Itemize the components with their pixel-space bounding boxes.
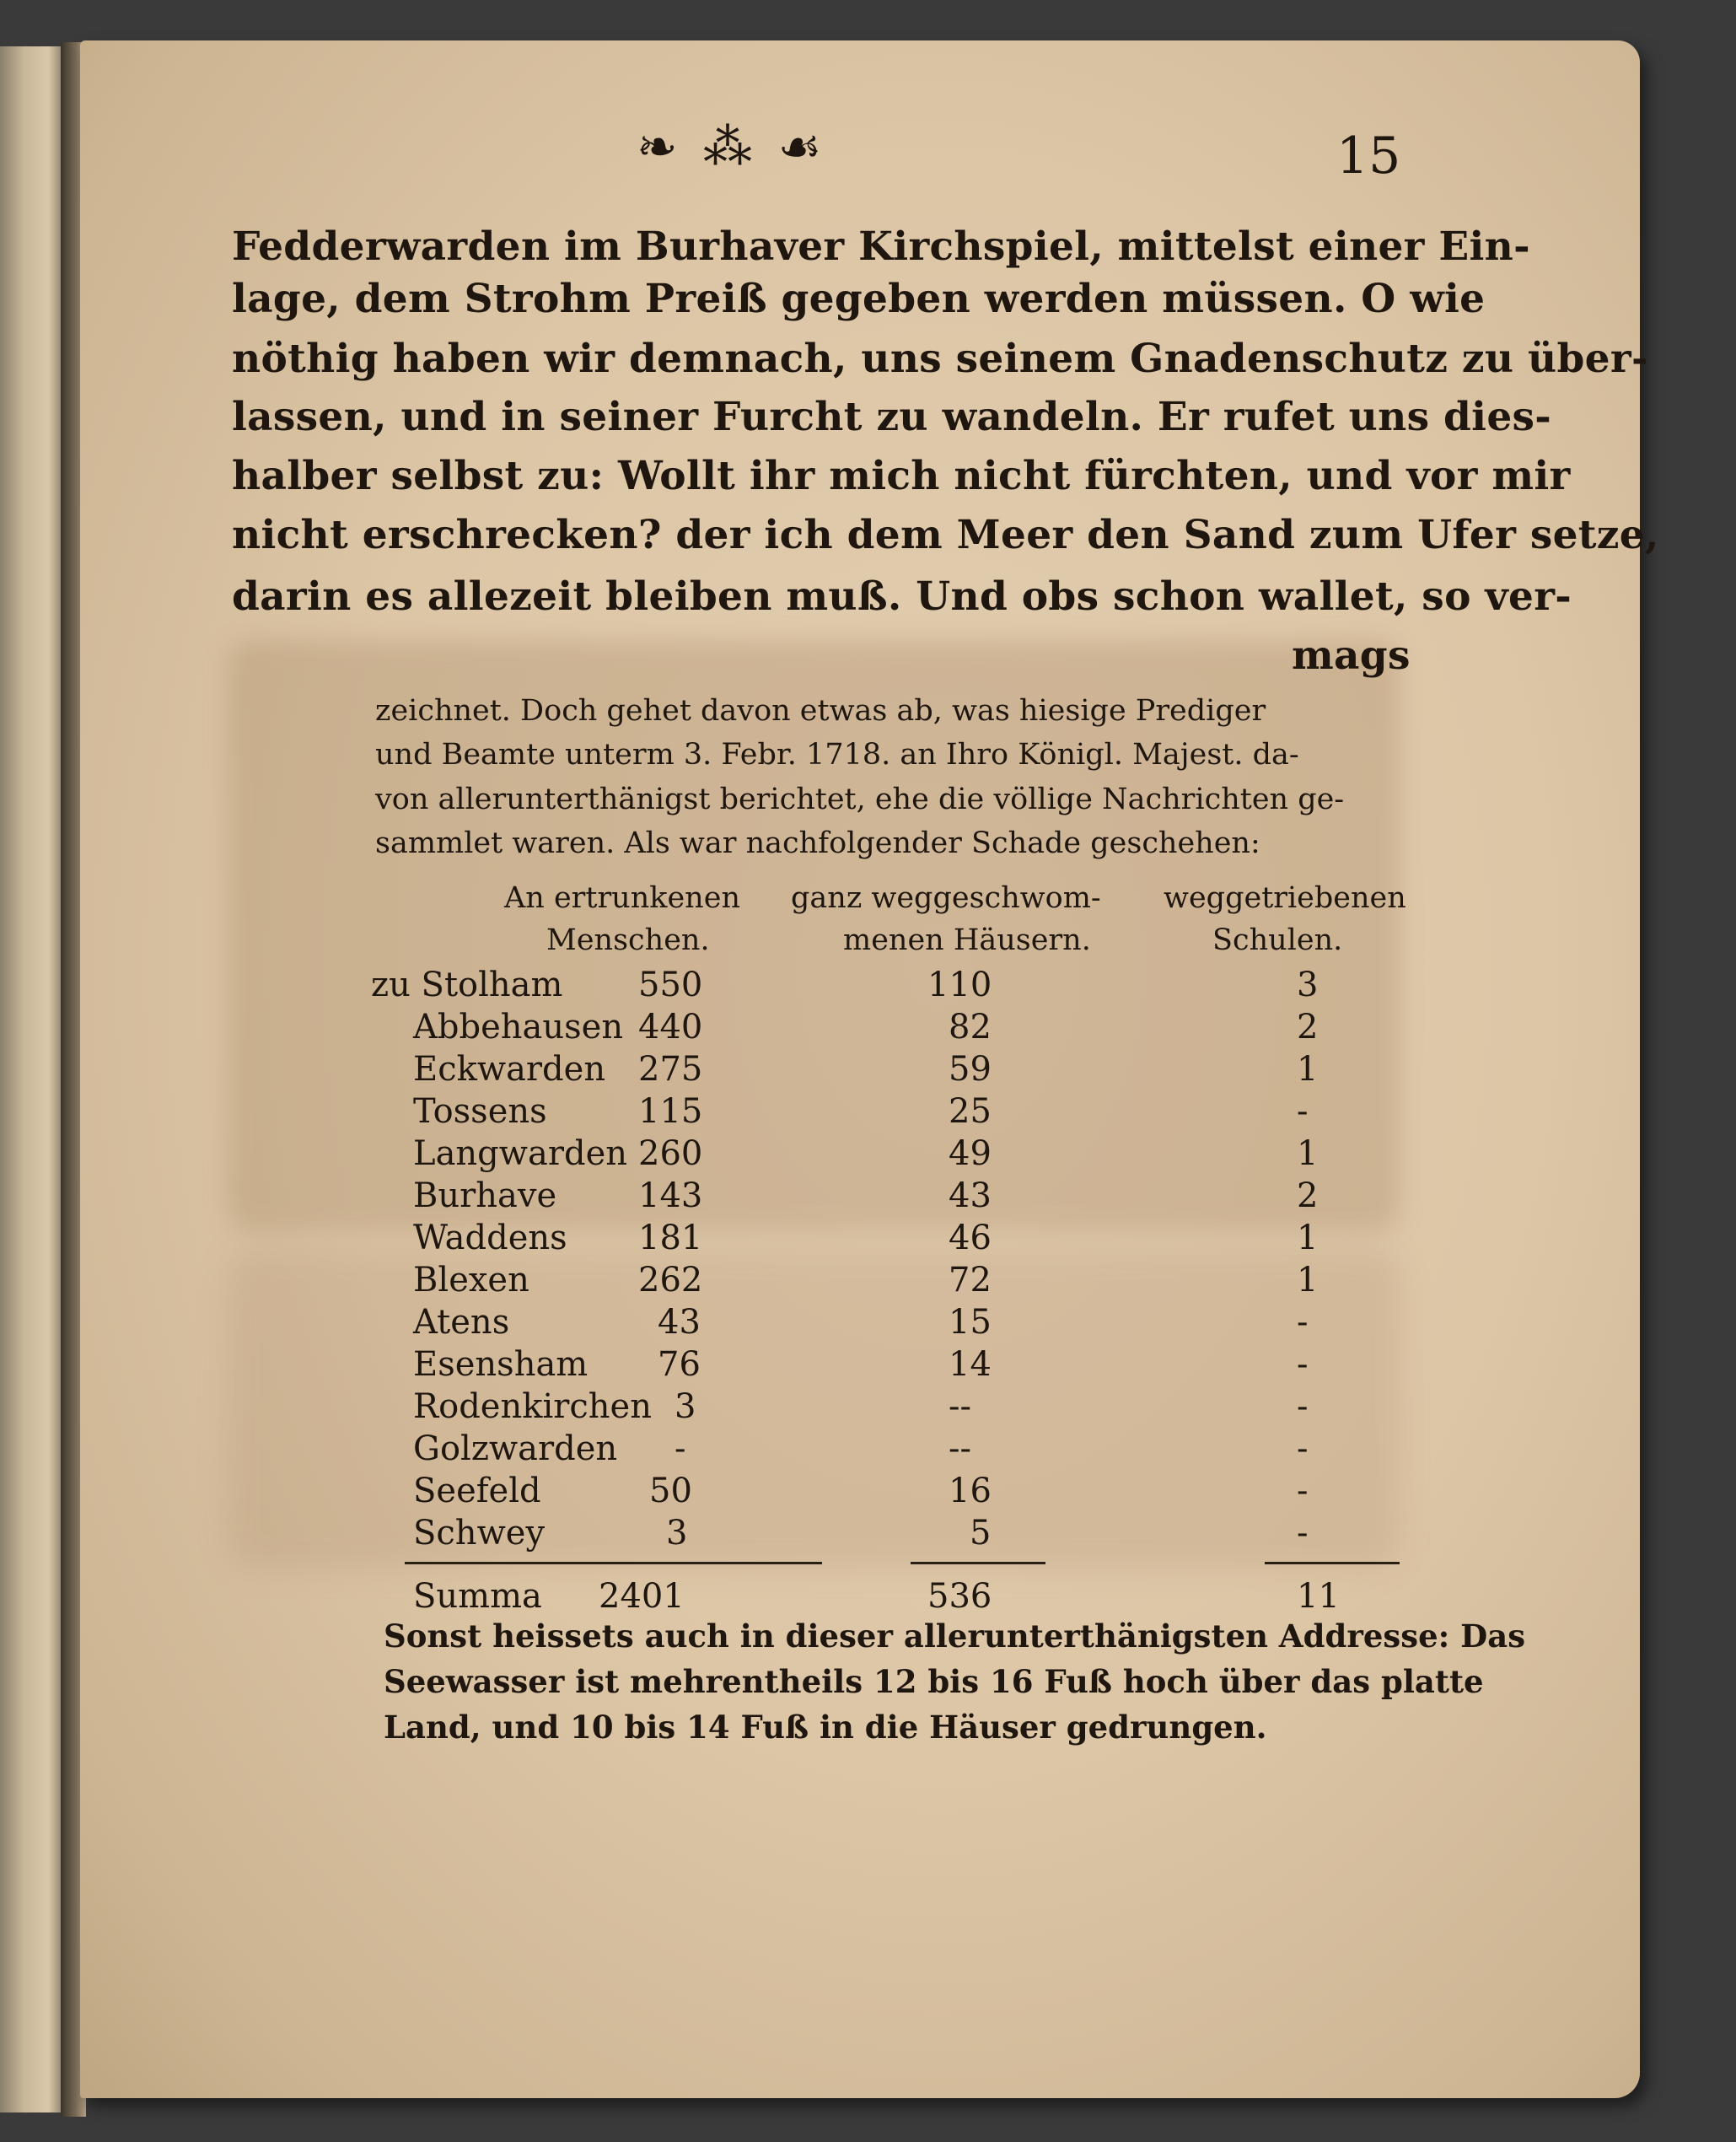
table-cell-menschen: 43: [658, 1303, 701, 1342]
sum-rule: [1265, 1562, 1400, 1564]
footer-line: Sonst heissets auch in dieser allerunterthänigsten Addresse: Das: [384, 1617, 1526, 1655]
table-row-place: Langwarden: [413, 1134, 628, 1173]
table-row-place: Abbehausen: [413, 1008, 624, 1047]
total-haeuser: 536: [927, 1577, 992, 1616]
table-cell-schulen: 2: [1297, 1176, 1319, 1215]
table-row-place: Tossens: [413, 1092, 547, 1131]
table-cell-menschen: 262: [638, 1261, 703, 1300]
col-header-schulen: weggetriebenen: [1164, 881, 1406, 915]
table-cell-haeuser: 43: [949, 1176, 992, 1215]
body-line: nöthig haben wir demnach, uns seinem Gnadenschutz zu über-: [232, 336, 1648, 382]
table-cell-haeuser: 14: [949, 1345, 992, 1384]
table-cell-menschen: 143: [638, 1176, 703, 1215]
table-cell-schulen: 1: [1297, 1134, 1319, 1173]
table-row-place: Esensham: [413, 1345, 589, 1384]
table-cell-schulen: 3: [1297, 966, 1319, 1004]
col-header-menschen: Menschen.: [546, 923, 710, 957]
table-row-place: Atens: [413, 1303, 510, 1342]
table-row-place: Schwey: [413, 1514, 546, 1553]
table-cell-menschen: 76: [658, 1345, 701, 1384]
footer-line: Land, und 10 bis 14 Fuß in die Häuser gedrungen.: [384, 1709, 1267, 1746]
total-menschen: 2401: [599, 1577, 685, 1616]
body-line: lage, dem Strohm Preiß gegeben werden müssen. O wie: [232, 276, 1486, 322]
note-line: von allerunterthänigst berichtet, ehe die völlige Nachrichten ge-: [375, 783, 1345, 816]
table-cell-schulen: -: [1297, 1303, 1309, 1342]
table-row-place: zu Stolham: [371, 966, 563, 1004]
table-cell-haeuser: 46: [949, 1219, 992, 1257]
body-line: lassen, und in seiner Furcht zu wandeln. Er rufet uns dies-: [232, 394, 1552, 440]
body-line: darin es allezeit bleiben muß. Und obs schon wallet, so ver-: [232, 573, 1572, 620]
footer-line: Seewasser ist mehrentheils 12 bis 16 Fuß hoch über das platte: [384, 1663, 1484, 1700]
table-cell-haeuser: 49: [949, 1134, 992, 1173]
table-cell-menschen: 3: [666, 1514, 688, 1553]
body-line: nicht erschrecken? der ich dem Meer den Sand zum Ufer setze,: [232, 512, 1659, 558]
table-cell-schulen: -: [1297, 1345, 1309, 1384]
table-row-place: Waddens: [413, 1219, 567, 1257]
table-row-place: Blexen: [413, 1261, 529, 1300]
col-header-haeuser: menen Häusern.: [843, 923, 1091, 957]
page-number: 15: [1336, 126, 1401, 186]
table-cell-schulen: -: [1297, 1387, 1309, 1426]
table-cell-schulen: 1: [1297, 1050, 1319, 1089]
table-cell-schulen: -: [1297, 1092, 1309, 1131]
header-ornament: ❧ ⁂ ☙: [637, 118, 827, 175]
previous-page-edge: [0, 46, 69, 2112]
catchword: mags: [1292, 632, 1411, 679]
col-header-schulen: Schulen.: [1212, 923, 1343, 957]
table-cell-haeuser: 72: [949, 1261, 992, 1300]
table-cell-menschen: 50: [649, 1472, 692, 1510]
table-cell-haeuser: 59: [949, 1050, 992, 1089]
body-line: Fedderwarden im Burhaver Kirchspiel, mittelst einer Ein-: [232, 223, 1530, 270]
table-cell-menschen: -: [675, 1429, 686, 1468]
sum-rule: [911, 1562, 1045, 1564]
body-line: halber selbst zu: Wollt ihr mich nicht fürchten, und vor mir: [232, 453, 1571, 499]
col-header-menschen: An ertrunkenen: [504, 881, 740, 915]
table-cell-schulen: 1: [1297, 1261, 1319, 1300]
table-cell-schulen: -: [1297, 1429, 1309, 1468]
table-cell-schulen: 2: [1297, 1008, 1319, 1047]
table-cell-menschen: 260: [638, 1134, 703, 1173]
table-cell-haeuser: --: [949, 1429, 972, 1468]
table-cell-menschen: 440: [638, 1008, 703, 1047]
table-cell-schulen: -: [1297, 1514, 1309, 1553]
table-cell-haeuser: 82: [949, 1008, 992, 1047]
table-cell-menschen: 550: [638, 966, 703, 1004]
table-row-place: Rodenkirchen: [413, 1387, 652, 1426]
table-cell-haeuser: 25: [949, 1092, 992, 1131]
table-cell-haeuser: 16: [949, 1472, 992, 1510]
table-cell-haeuser: --: [949, 1387, 972, 1426]
table-cell-menschen: 3: [675, 1387, 696, 1426]
note-line: sammlet waren. Als war nachfolgender Schade geschehen:: [375, 826, 1260, 860]
table-row-place: Seefeld: [413, 1472, 541, 1510]
table-row-place: Golzwarden: [413, 1429, 618, 1468]
table-cell-menschen: 115: [638, 1092, 703, 1131]
sum-rule: [405, 1562, 822, 1564]
table-cell-menschen: 181: [638, 1219, 703, 1257]
table-cell-schulen: -: [1297, 1472, 1309, 1510]
note-line: und Beamte unterm 3. Febr. 1718. an Ihro Königl. Majest. da-: [375, 738, 1299, 772]
table-cell-haeuser: 15: [949, 1303, 992, 1342]
table-row-place: Burhave: [413, 1176, 557, 1215]
lower-stain: [228, 1248, 1400, 1569]
total-label: Summa: [413, 1577, 542, 1616]
note-line: zeichnet. Doch gehet davon etwas ab, was hiesige Prediger: [375, 694, 1266, 728]
table-cell-menschen: 275: [638, 1050, 703, 1089]
total-schulen: 11: [1297, 1577, 1340, 1616]
table-cell-haeuser: 5: [970, 1514, 992, 1553]
table-row-place: Eckwarden: [413, 1050, 606, 1089]
col-header-haeuser: ganz weggeschwom-: [791, 881, 1101, 915]
table-cell-schulen: 1: [1297, 1219, 1319, 1257]
table-cell-haeuser: 110: [927, 966, 992, 1004]
